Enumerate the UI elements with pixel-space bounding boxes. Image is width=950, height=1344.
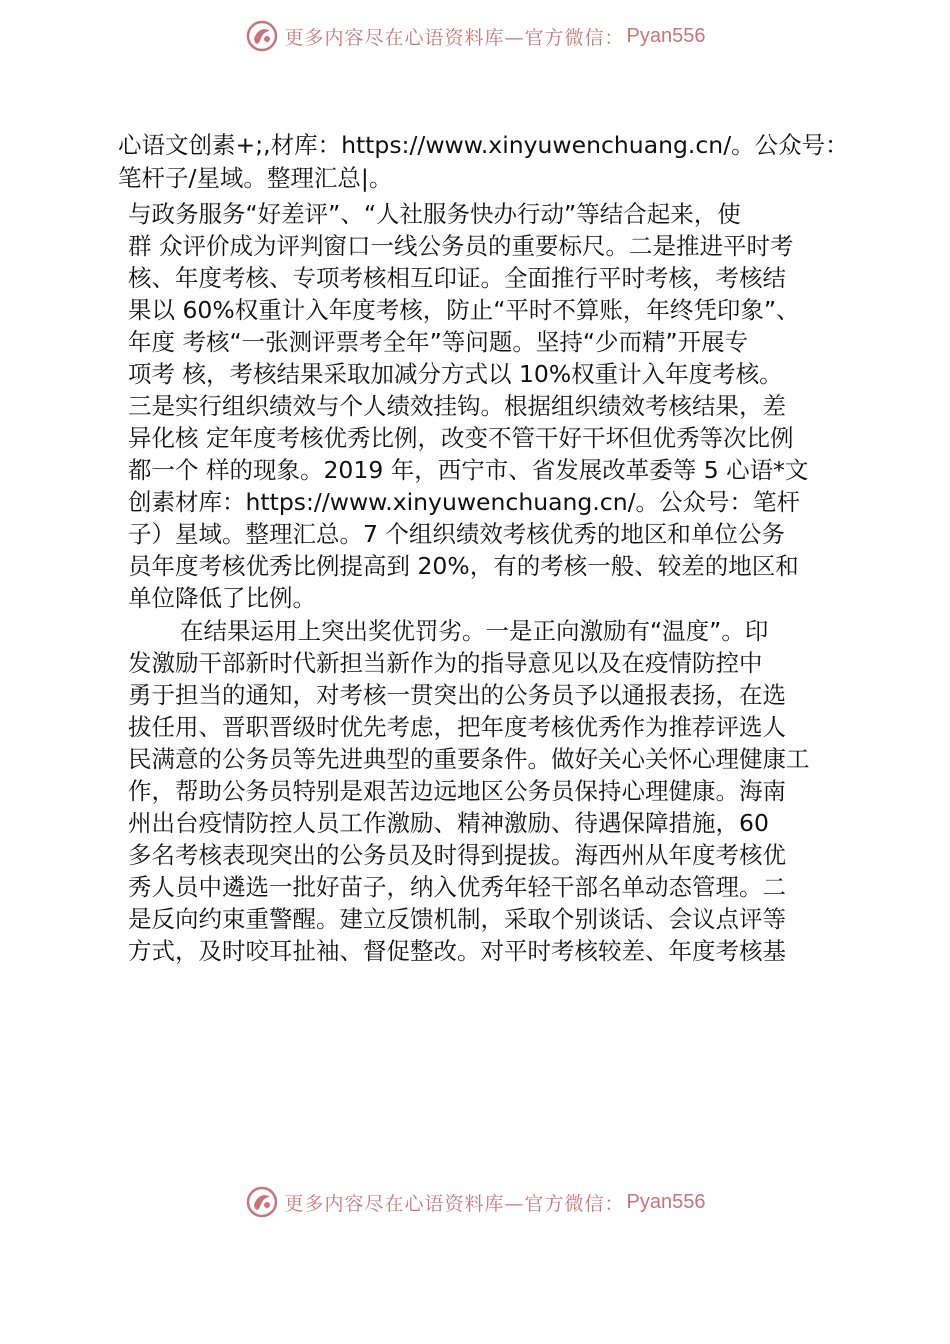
watermark-text: 更多内容尽在心语资料库—官方微信：: [284, 26, 625, 49]
text-line: 州出台疫情防控人员工作激励、精神激励、待遇保障措施，60: [128, 809, 769, 837]
text-line: 年度 考核“一张测评票考全年”等问题。坚持“少而精”开展专: [128, 328, 749, 356]
wechat-id: Pyan556: [626, 1190, 706, 1213]
brand-logo-icon: [245, 1185, 279, 1219]
text-line: 在结果运用上突出奖优罚劣。一是正向激励有“温度”。印: [180, 617, 769, 645]
watermark-text: 更多内容尽在心语资料库—官方微信：: [284, 1192, 625, 1215]
text-line: 方式，及时咬耳扯袖、督促整改。对平时考核较差、年度考核基: [128, 937, 786, 965]
wechat-id: Pyan556: [626, 24, 706, 47]
text-line: 作，帮助公务员特别是艰苦边远地区公务员保持心理健康。海南: [128, 777, 786, 805]
header-watermark: [0, 16, 950, 56]
text-line: 多名考核表现突出的公务员及时得到提拔。海西州从年度考核优: [128, 841, 786, 869]
text-line: 群 众评价成为评判窗口一线公务员的重要标尺。二是推进平时考: [128, 232, 794, 260]
text-line: 员年度考核优秀比例提高到 20%，有的考核一般、较差的地区和: [128, 552, 799, 580]
text-line: 异化核 定年度考核优秀比例，改变不管干好干坏但优秀等次比例: [128, 424, 794, 452]
text-line: 子）星域。整理汇总。7 个组织绩效考核优秀的地区和单位公务: [128, 520, 785, 548]
text-line: 都一个 样的现象。2019 年，西宁市、省发展改革委等 5 心语*文: [128, 456, 809, 484]
brand-logo-icon: [245, 19, 279, 53]
text-line: 项考 核，考核结果采取加减分方式以 10%权重计入年度考核。: [128, 360, 783, 388]
text-line: 拔任用、晋职晋级时优先考虑，把年度考核优秀作为推荐评选人: [128, 713, 786, 741]
text-line: 单位降低了比例。: [128, 584, 316, 612]
text-line: 秀人员中遴选一批好苗子，纳入优秀年轻干部名单动态管理。二: [128, 873, 786, 901]
text-line: 与政务服务“好差评”、“人社服务快办行动”等结合起来，使: [128, 200, 741, 228]
text-line: 果以 60%权重计入年度考核，防止“平时不算账，年终凭印象”、: [128, 296, 800, 324]
text-line: 心语文创素+;,材库：https://www.xinyuwenchuang.cn/。公众号：: [118, 131, 849, 159]
text-line: 核、年度考核、专项考核相互印证。全面推行平时考核，考核结: [128, 264, 786, 292]
text-line: 创素材库：https://www.xinyuwenchuang.cn/。公众号：笔杆: [128, 488, 801, 516]
text-line: 民满意的公务员等先进典型的重要条件。做好关心关怀心理健康工: [128, 745, 810, 773]
text-line: 是反向约束重警醒。建立反馈机制，采取个别谈话、会议点评等: [128, 905, 786, 933]
text-line: 笔杆子/星域。整理汇总|。: [118, 164, 393, 192]
footer-watermark: [0, 1182, 950, 1222]
text-line: 勇于担当的通知，对考核一贯突出的公务员予以通报表扬，在选: [128, 681, 786, 709]
text-line: 发激励干部新时代新担当新作为的指导意见以及在疫情防控中: [128, 649, 763, 677]
text-line: 三是实行组织绩效与个人绩效挂钩。根据组织绩效考核结果，差: [128, 392, 786, 420]
